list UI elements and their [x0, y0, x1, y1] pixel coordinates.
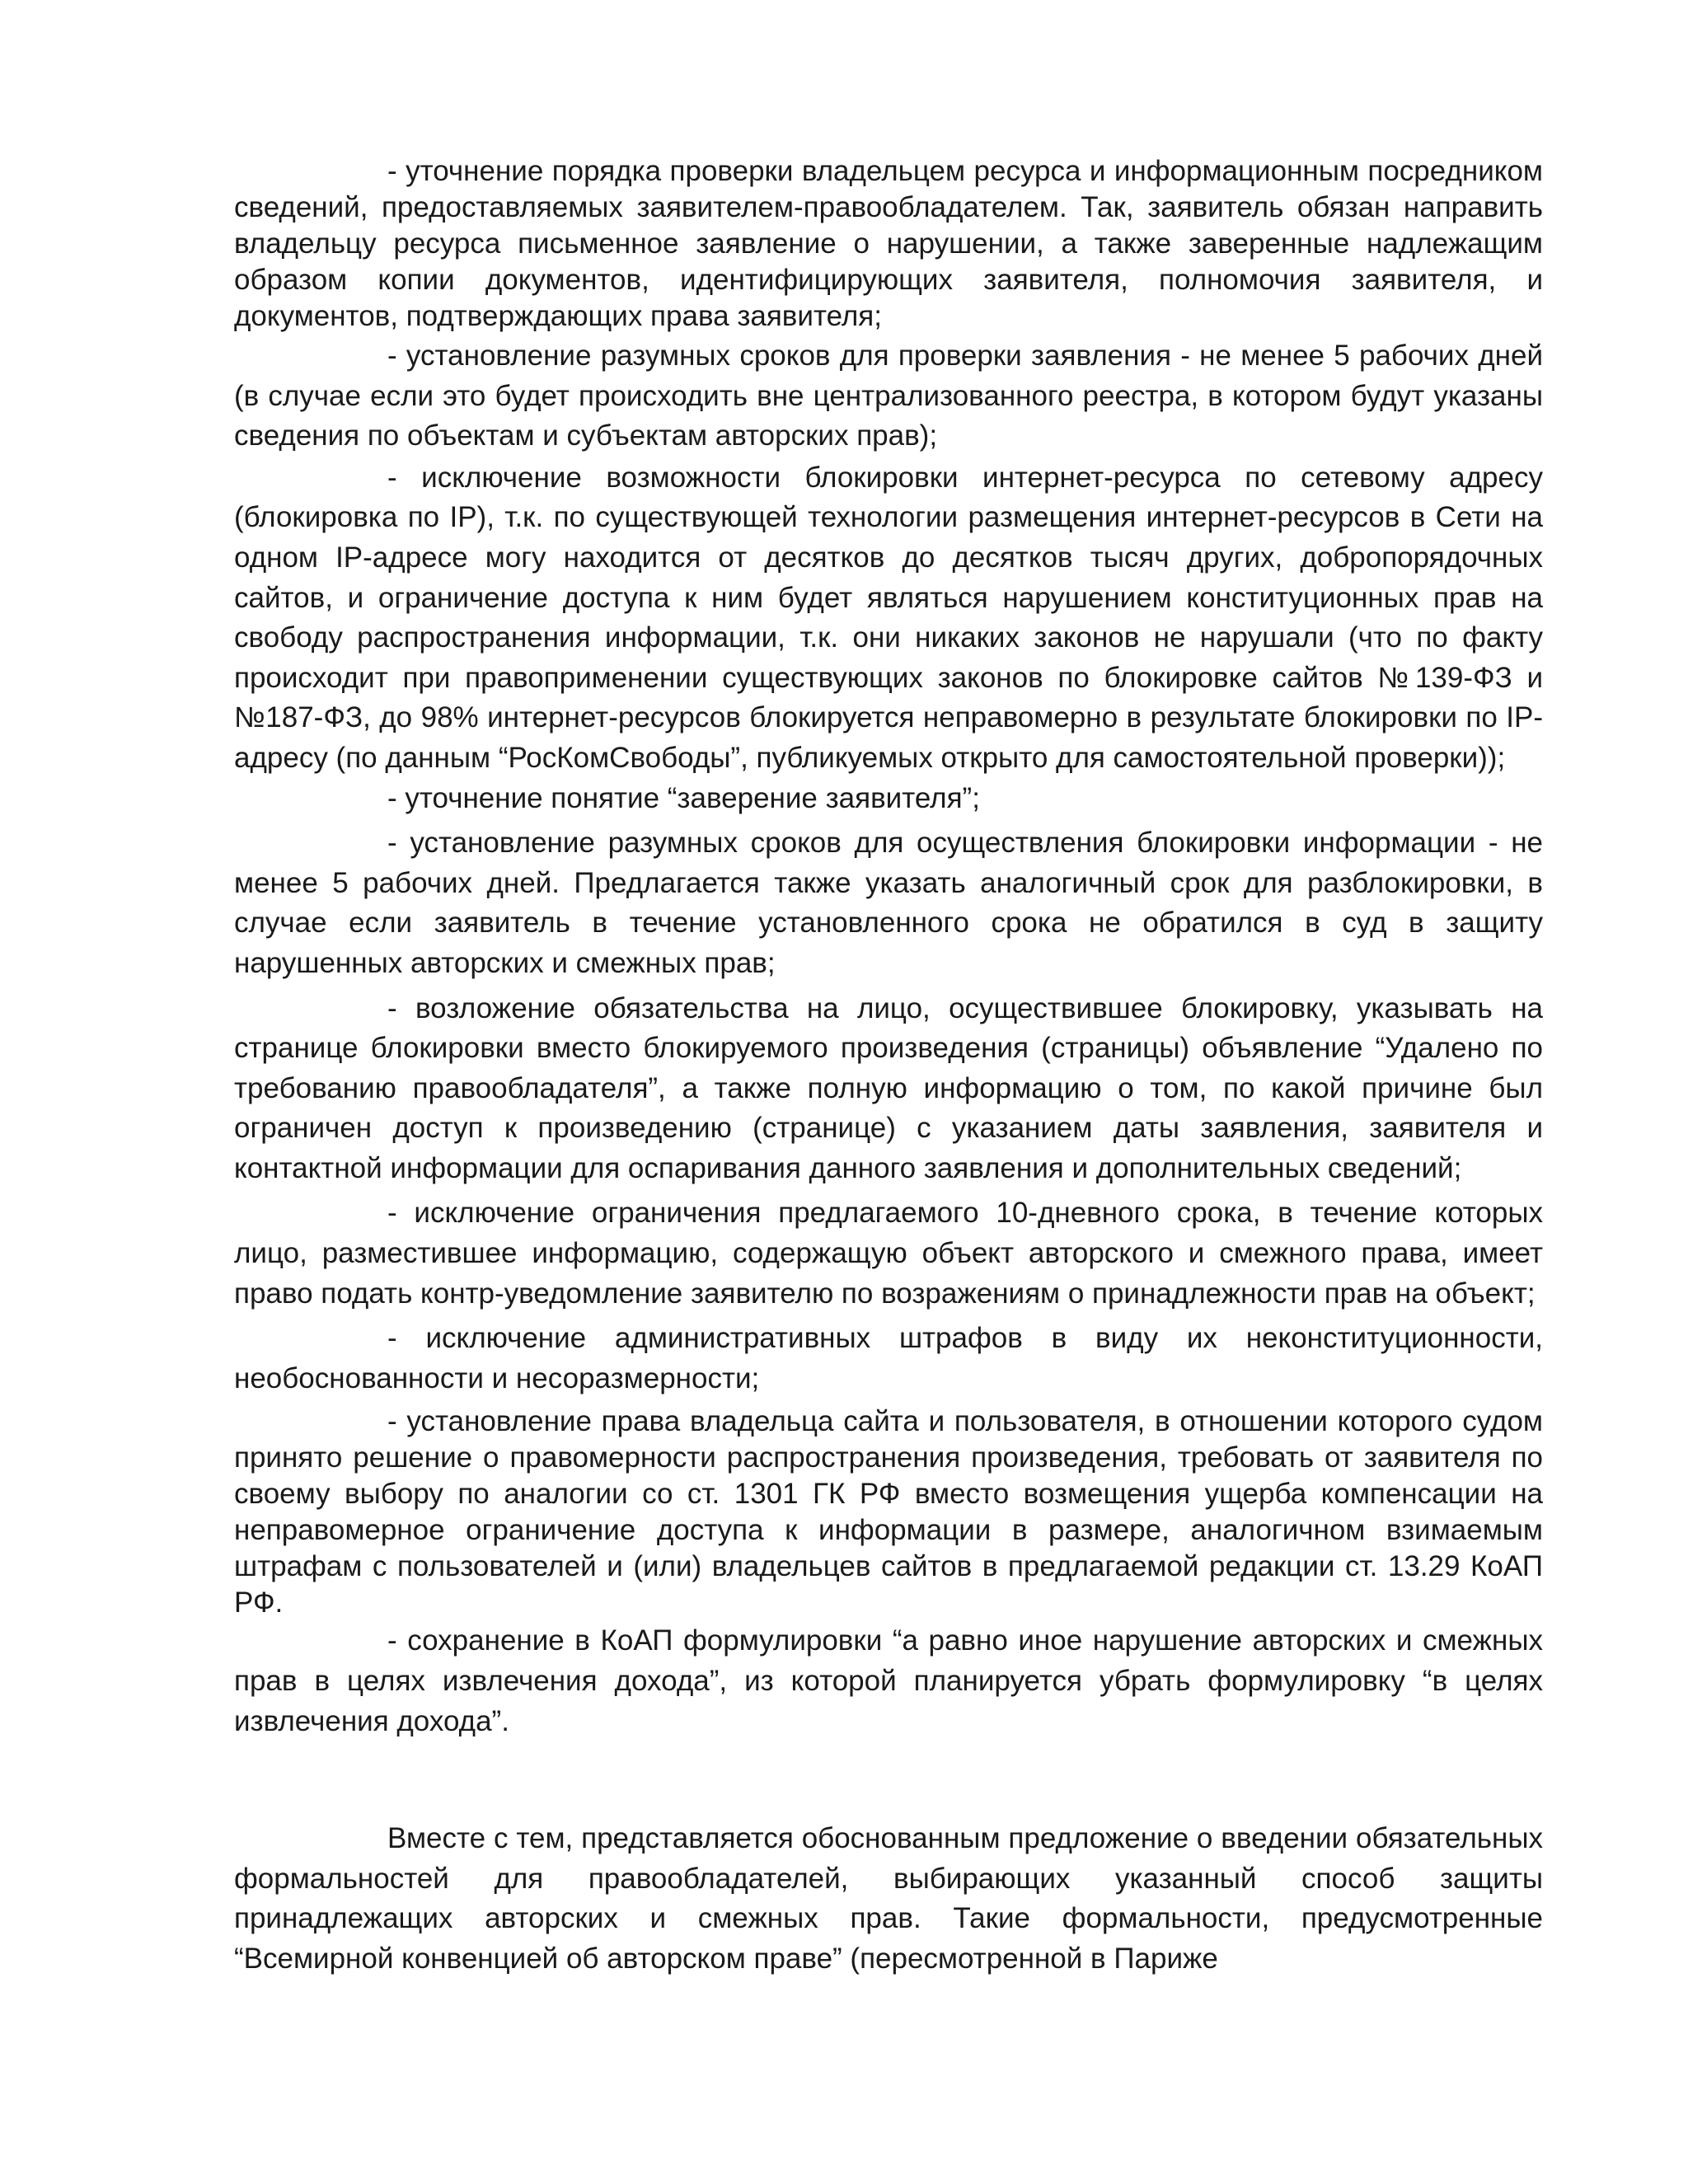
document-page	[234, 153, 1543, 1980]
paragraph-review-deadline: - установление разумных сроков для проверки заявления - не менее 5 рабочих дней (в случае если это будет происходить вне централизованного реестра, в котором будут указаны сведения по объектам и субъектам авторских прав);	[234, 340, 1543, 452]
paragraph-koap-wording: - сохранение в КоАП формулировки “а равно иное нарушение авторских и смежных прав в целях извлечения дохода”, из которой планируется убрать формулировку “в целях извлечения дохода”.	[234, 1624, 1543, 1737]
paragraph-formalities: Вместе с тем, представляется обоснованным предложение о введении обязательных формальностей для правообладателей, выбирающих указанный способ защиты принадлежащих авторских и смежных прав. Такие формальности, предусмотренные “Всемирной конвенцией об авторском праве” (пересмотренной в Париже	[234, 1822, 1543, 1975]
paragraph-ip-blocking: - исключение возможности блокировки интернет-ресурса по сетевому адресу (блокировка по IP), т.к. по существующей технологии размещения интернет-ресурсов в Сети на одном IP-адресе могу находится от десятков до десятков тысяч других, добропорядочных сайтов, и ограничение доступа к ним будет являться нарушением конституционных прав на свободу распространения информации, т.к. они никаких законов не нарушали (что по факту происходит при правоприменении существующих законов по блокировке сайтов №139-ФЗ и №187-ФЗ, до 98% интернет-ресурсов блокируется неправомерно в результате блокировки по IP-адресу (по данным “РосКомСвободы”, публикуемых открыто для самостоятельной проверки));	[234, 461, 1543, 774]
paragraph-blocking-deadline: - установление разумных сроков для осуществления блокировки информации - не менее 5 рабочих дней. Предлагается также указать аналогичный срок для разблокировки, в случае если заявитель в течение установленного срока не обратился в суд в защиту нарушенных авторских и смежных прав;	[234, 827, 1543, 979]
paragraph-counter-notice: - исключение ограничения предлагаемого 10-дневного срока, в течение которых лицо, разместившее информацию, содержащую объект авторского и смежного права, имеет право подать контр-уведомление заявителю по возражениям о принадлежности прав на объект;	[234, 1197, 1543, 1310]
paragraph-verification-procedure: - уточнение порядка проверки владельцем ресурса и информационным посредником сведений, предоставляемых заявителем-правообладателем. Так, заявитель обязан направить владельцу ресурса письменное заявление о нарушении, а также заверенные надлежащим образом копии документов, идентифицирующих заявителя, полномочия заявителя, и документов, подтверждающих права заявителя;	[234, 155, 1543, 332]
paragraph-compensation-right: - установление права владельца сайта и пользователя, в отношении которого судом принято решение о правомерности распространения произведения, требовать от заявителя по своему выбору по аналогии со ст. 1301 ГК РФ вместо возмещения ущерба компенсации на неправомерное ограничение доступа к информации в размере, аналогичном взимаемым штрафам с пользователей и (или) владельцев сайтов в предлагаемой редакции ст. 13.29 КоАП РФ.	[234, 1405, 1543, 1619]
paragraph-administrative-fines: - исключение административных штрафов в виду их неконституционности, необоснованности и несоразмерности;	[234, 1322, 1543, 1394]
paragraph-blocking-notice: - возложение обязательства на лицо, осуществившее блокировку, указывать на странице блокировки вместо блокируемого произведения (страницы) объявление “Удалено по требованию правообладателя”, а также полную информацию о том, по какой причине был ограничен доступ к произведению (странице) с указанием даты заявления, заявителя и контактной информации для оспаривания данного заявления и дополнительных сведений;	[234, 991, 1543, 1184]
paragraph-applicant-certification: - уточнение понятие “заверение заявителя”;	[387, 781, 980, 814]
